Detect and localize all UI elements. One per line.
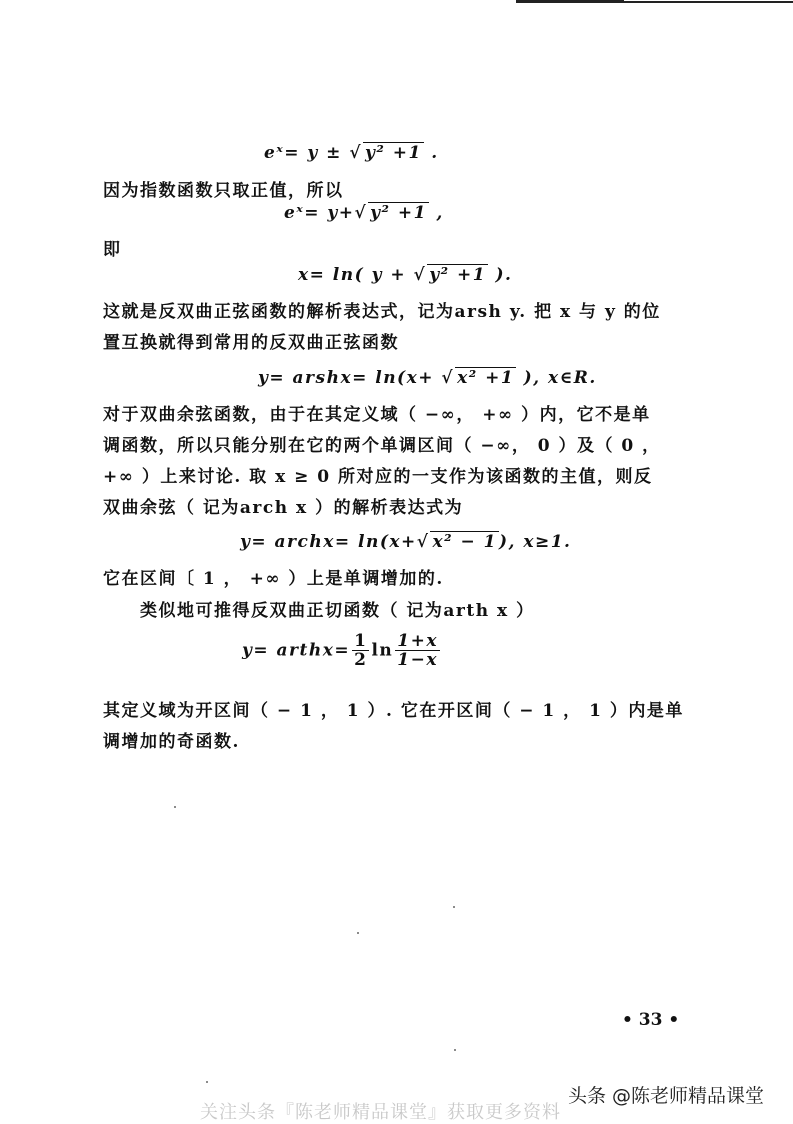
square-root: √ y² +1 [413, 265, 487, 285]
paragraph-line: 调函数，所以只能分别在它的两个单调区间（ −∞， 0 ）及（ 0 ， [103, 436, 661, 456]
watermark-notice: 关注头条『陈老师精品课堂』获取更多资料 [200, 1102, 561, 1123]
equation-text: y= arthx= [242, 640, 351, 661]
equation-text: ), x≥1. [498, 532, 572, 552]
paragraph-line: 双曲余弦（ 记为arch x ）的解析表达式为 [103, 498, 464, 518]
equation-arch [240, 532, 571, 552]
equation-text: ). [488, 265, 513, 285]
scan-speck [206, 1081, 208, 1083]
equation-text: . [423, 143, 439, 163]
square-root: √ x² − 1 [416, 532, 497, 552]
equation-x-ln [298, 265, 512, 285]
paragraph-line: 因为指数函数只取正值，所以 [103, 181, 344, 201]
scan-speck [174, 806, 176, 808]
fraction-numerator: 1+x [397, 631, 438, 651]
paragraph-line: 这就是反双曲正弦函数的解析表达式，记为arsh y. 把 x 与 y 的位 [103, 302, 661, 322]
radicand: y² +1 [370, 203, 427, 223]
equation-text: x= ln( y + [298, 265, 414, 285]
equation-ex-positive [284, 203, 444, 223]
fraction-half [352, 632, 369, 669]
radicand: x² +1 [457, 368, 515, 388]
paragraph-line: 置互换就得到常用的反双曲正弦函数 [103, 333, 399, 353]
paragraph-line: +∞ ）上来讨论. 取 x ≥ 0 所对应的一支作为该函数的主值，则反 [103, 467, 653, 487]
square-root: √ y² +1 [354, 203, 427, 223]
scan-speck [454, 1049, 456, 1051]
top-rule-right [624, 1, 793, 3]
equation-text: y= archx= ln(x+ [240, 532, 417, 552]
fraction-numerator: 1 [354, 631, 368, 651]
scan-speck [357, 932, 359, 934]
square-root: √ x² +1 [441, 368, 515, 388]
paragraph-line: 对于双曲余弦函数，由于在其定义域（ −∞， +∞ ）内，它不是单 [103, 405, 651, 425]
fraction-denominator: 2 [354, 650, 368, 670]
scan-speck [453, 906, 455, 908]
paragraph-line: 类似地可推得反双曲正切函数（ 记为arth x ） [140, 601, 535, 621]
paragraph-line: 其定义域为开区间（ − 1 ， 1 ）. 它在开区间（ − 1 ， 1 ）内是单 [103, 701, 684, 721]
equation-text: eˣ= y ± [264, 143, 350, 163]
equation-text: y= arshx= ln(x+ [258, 368, 442, 388]
ln-label: ln [371, 640, 394, 661]
fraction-denominator: 1−x [397, 650, 438, 670]
square-root: √ y² +1 [349, 143, 422, 163]
fraction-ratio [395, 632, 440, 669]
equation-ex-plus-minus [264, 143, 439, 163]
radicand: y² +1 [365, 143, 422, 163]
paragraph-line: 即 [103, 240, 122, 260]
top-rule-left [516, 0, 624, 3]
paragraph-line: 它在区间〔 1 ， +∞ ）上是单调增加的. [103, 569, 444, 589]
equation-text: ), x∈R. [516, 368, 597, 388]
paragraph-line: 调增加的奇函数. [103, 732, 240, 752]
radicand: y² +1 [429, 265, 487, 285]
watermark-source: 头条 @陈老师精品课堂 [568, 1085, 765, 1107]
equation-text: eˣ= y+ [284, 203, 355, 223]
equation-arsh [258, 368, 597, 388]
page-number: • 33 • [622, 1010, 680, 1030]
radicand: x² − 1 [432, 532, 497, 552]
equation-text: , [429, 203, 444, 223]
equation-arth [242, 632, 442, 669]
